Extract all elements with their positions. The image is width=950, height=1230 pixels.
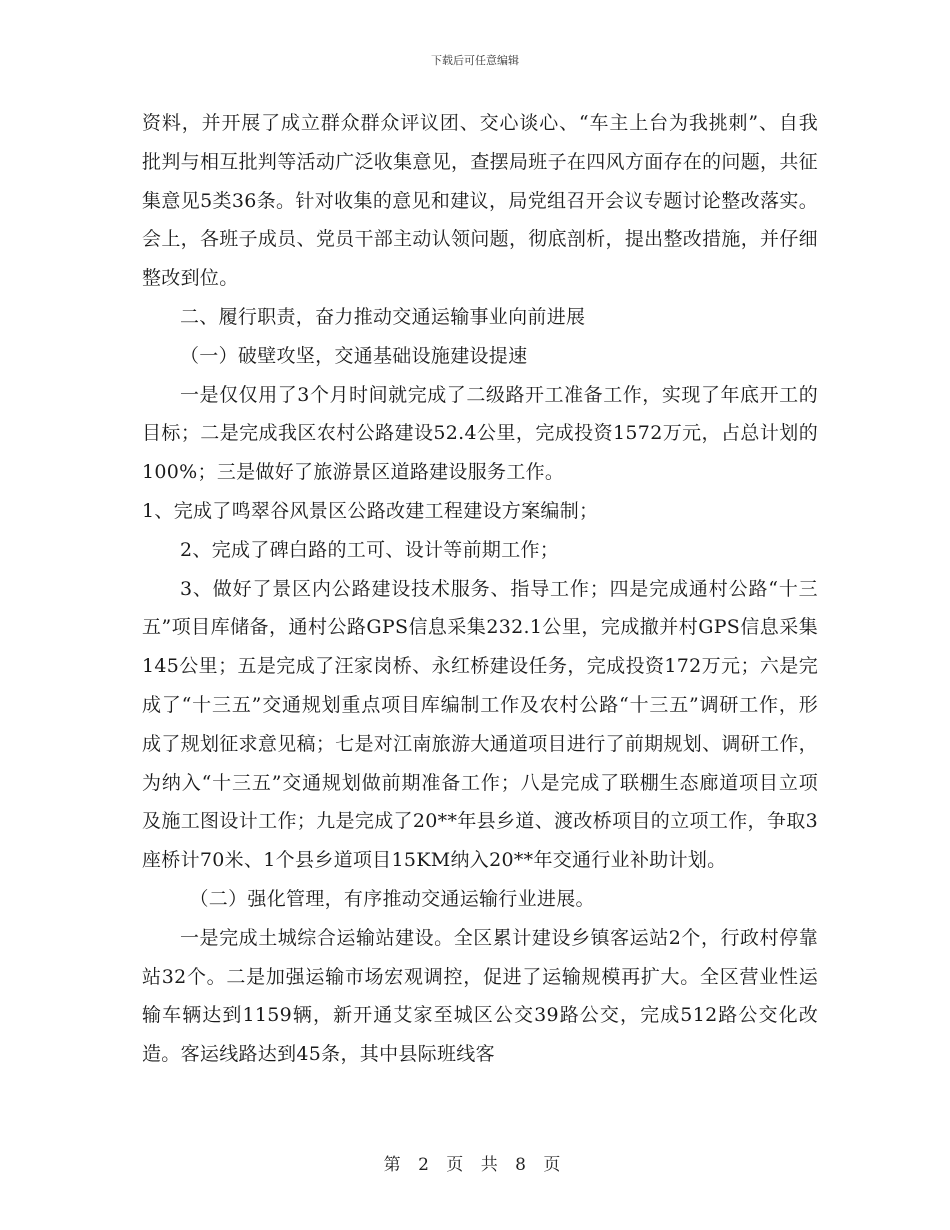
body-paragraph: 一是完成土城综合运输站建设。全区累计建设乡镇客运站2个，行政村停靠站32个。二是加强运输市场宏观调控，促进了运输规模再扩大。全区营业性运输车辆达到1159辆，新开通艾家至城区公交39路公交，完成512路公交化改造。客运线路达到45条，其中县际班线客: [142, 926, 818, 1066]
document-body: [142, 104, 818, 1074]
list-item: 2、完成了碑白路的工可、设计等前期工作；: [180, 538, 560, 561]
subsection-heading: （一）破壁攻坚，交通基础设施建设提速: [180, 344, 528, 367]
list-item: 3、做好了景区内公路建设技术服务、指导工作；四是完成通村公路“十三五”项目库储备，通村公路GPS信息采集232.1公里，完成撤并村GPS信息采集145公里；五是完成了汪家岗桥、永红桥建设任务，完成投资172万元；六是完成了“十三五”交通规划重点项目库编制工作及农村公路“十三五”调研工作，形成了规划征求意见稿；七是对江南旅游大通道项目进行了前期规划、调研工作，为纳入“十三五”交通规划做前期准备工作；八是完成了联棚生态廊道项目立项及施工图设计工作；九是完成了20**年县乡道、渡改桥项目的立项工作，争取3座桥计70米、1个县乡道项目15KM纳入20**年交通行业补助计划。: [142, 577, 818, 872]
section-heading: 二、履行职责，奋力推动交通运输事业向前进展: [180, 305, 586, 328]
page-number: 第 2 页 共 8 页: [383, 1155, 567, 1175]
subsection-heading: （二）强化管理，有序推动交通运输行业进展。: [189, 887, 595, 910]
body-paragraph: 资料，并开展了成立群众群众评议团、交心谈心、“车主上台为我挑刺”、自我批判与相互批判等活动广泛收集意见，查摆局班子在四风方面存在的问题，共征集意见5类36条。针对收集的意见和建议，局党组召开会议专题讨论整改落实。会上，各班子成员、党员干部主动认领问题，彻底剖析，提出整改措施，并仔细整改到位。: [142, 112, 818, 290]
list-item: 1、完成了鸣翠谷风景区公路改建工程建设方案编制；: [142, 499, 599, 522]
page-header-note: 下载后可任意编辑: [431, 54, 519, 67]
body-paragraph: 一是仅仅用了3个月时间就完成了二级路开工准备工作，实现了年底开工的目标；二是完成我区农村公路建设52.4公里，完成投资1572万元，占总计划的100%；三是做好了旅游景区道路建设服务工作。: [142, 383, 818, 484]
